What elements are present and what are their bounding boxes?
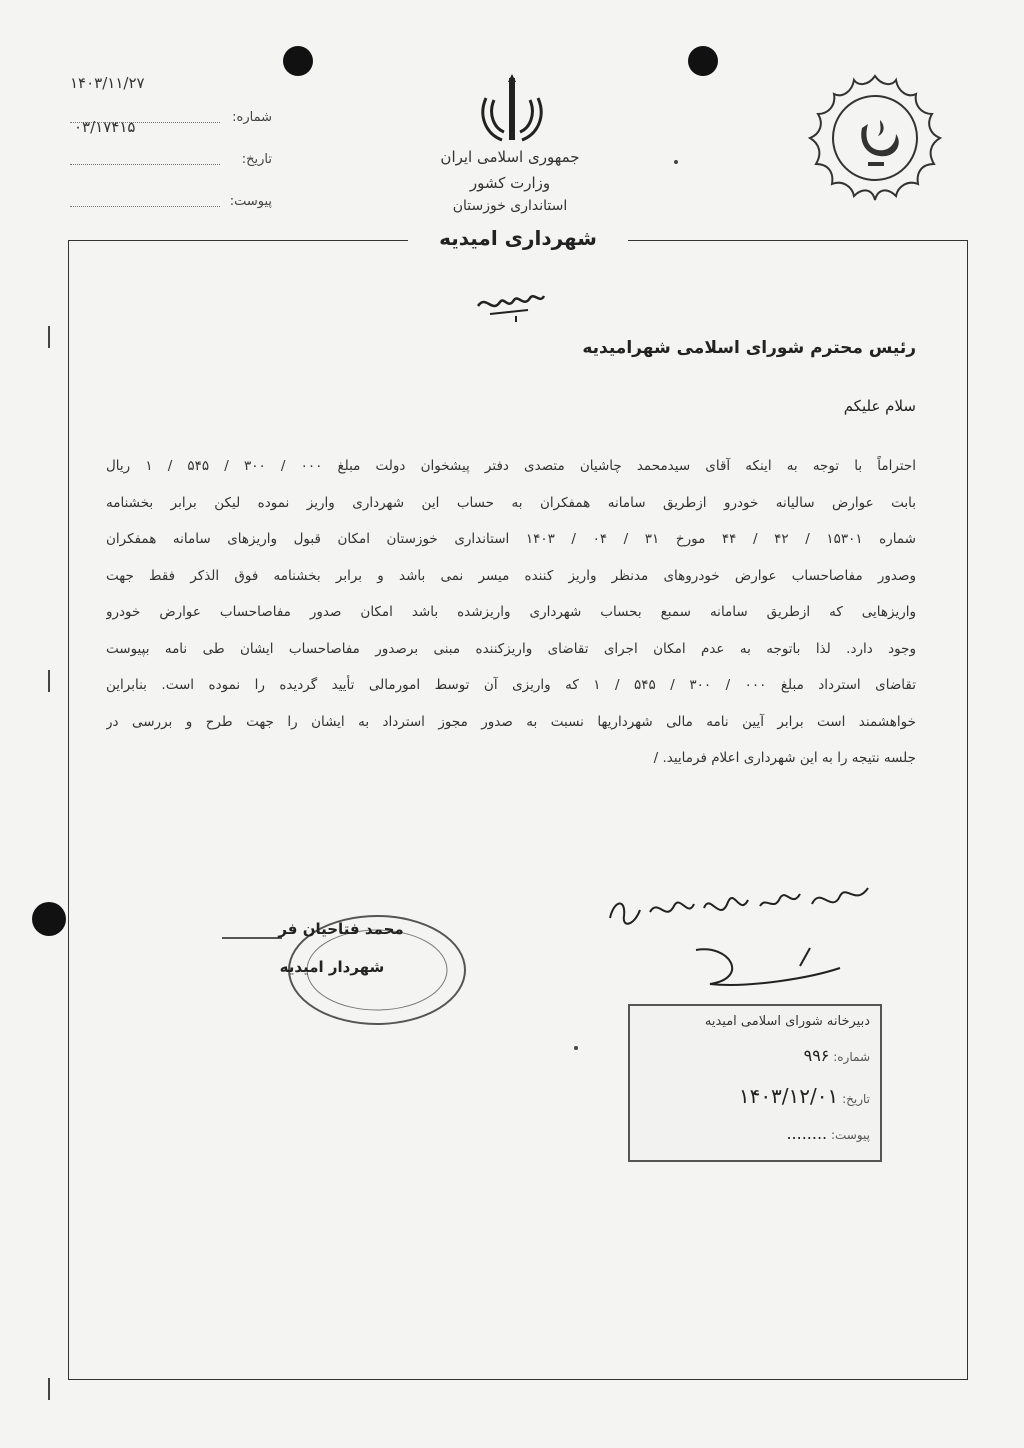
signatory-title: شهردار امیدیه — [279, 958, 385, 976]
council-register-stamp — [628, 1004, 882, 1162]
stamp-date-label: تاریخ: — [842, 1092, 870, 1106]
edge-mark — [48, 326, 50, 348]
body-line: خواهشمند است برابر آیین نامه مالی شهرداریها نسبت به صدور مجوز استرداد به ایشان را جهت طرح و بررسی در — [106, 713, 916, 730]
number-row — [62, 110, 272, 136]
body-line: بابت عوارض سالیانه خودرو ازطریق سامانه همفکران به حساب این شهرداری واریز نموده لیکن برابر بخشنامه — [106, 494, 916, 511]
header-ministry: وزارت کشور — [469, 174, 551, 192]
body-line: احتراماً با توجه به اینکه آقای سیدمحمد چاشیان متصدی دفتر پیشخوان دولت مبلغ ۰۰۰ / ۳۰۰ / ۵۴۵ / ۱ ریال — [106, 458, 916, 474]
stamp-number-value: ۹۹۶ — [803, 1046, 830, 1065]
attachment-label: پیوست: — [229, 194, 272, 209]
letter-frame — [68, 240, 968, 1380]
letter-date-handwritten: ۱۴۰۳/۱۱/۲۷ — [70, 74, 145, 92]
stamp-number-label: شماره: — [833, 1050, 870, 1064]
date-label: تاریخ: — [241, 152, 272, 167]
stamp-title: دبیرخانه شورای اسلامی امیدیه — [704, 1014, 870, 1029]
number-value: ۰۳/۱۷۴۱۵ — [74, 118, 136, 136]
body-line: واریزهایی که ازطریق سامانه سمبع بحساب شهرداری واریزشده باشد امکان صدور مفاصاحساب عوارض خودرو — [106, 604, 916, 620]
stamp-number-row — [640, 1046, 870, 1065]
body-line: جلسه نتیجه را به این شهرداری اعلام فرمایید. / — [653, 750, 916, 766]
body-line: وصدور مفاصاحساب عوارض خودروهای مدنظر واریز کننده میسر نمی باشد و برابر بخشنامه فوق الذکر فقط جهت — [106, 567, 916, 584]
punch-hole-lower-left — [32, 902, 66, 936]
attachment-row — [62, 194, 272, 216]
municipality-logo-icon — [800, 72, 950, 212]
greeting: سلام علیکم — [843, 397, 916, 415]
signatory-name: محمد فتاحیان فر — [278, 920, 404, 938]
body-line: وجود دارد. لذا باتوجه به عدم امکان اجرای تقاضای واریزکننده مبنی برصدور مفاصاحساب ایشان طی نامه بپیوست — [106, 640, 916, 657]
municipality-title: شهرداری امیدیه — [408, 226, 628, 256]
letter-body — [106, 448, 916, 777]
header-province: استانداری خوزستان — [452, 198, 568, 214]
stamp-attach-label: پیوست: — [830, 1128, 870, 1142]
stamp-attach-value: ........ — [786, 1124, 828, 1143]
dotted-line — [70, 206, 220, 207]
date-row — [62, 152, 272, 174]
number-label: شماره: — [232, 110, 272, 125]
body-line: تقاضای استرداد مبلغ ۰۰۰ / ۳۰۰ / ۵۴۵ / ۱ که واریزی آن توسط امورمالی تأیید گردیده را نموده است. بنابراین — [106, 677, 916, 693]
bismillah-calligraphy-icon — [470, 284, 550, 324]
stamp-date-row — [640, 1084, 870, 1108]
header-country: جمهوری اسلامی ایران — [440, 148, 580, 166]
scan-dot — [674, 160, 678, 164]
iran-emblem-icon — [472, 68, 552, 148]
punch-hole-top-left — [283, 46, 313, 76]
stamp-attach-row — [640, 1124, 870, 1143]
addressee: رئیس محترم شورای اسلامی شهرامیدیه — [582, 338, 916, 358]
edge-mark — [48, 670, 50, 692]
body-line: شماره ۱۵۳۰۱ / ۴۲ / ۴۴ مورخ ۳۱ / ۰۴ / ۱۴۰۳ استانداری خوزستان امکان قبول واریزهای سامانه همفکران — [106, 531, 916, 547]
edge-mark — [48, 1378, 50, 1400]
punch-hole-top-right — [688, 46, 718, 76]
stamp-date-value: ۱۴۰۳/۱۲/۰۱ — [738, 1084, 839, 1108]
handwritten-note-icon — [600, 878, 880, 938]
dotted-line — [70, 164, 220, 165]
signature-scribble-icon — [690, 938, 850, 1008]
